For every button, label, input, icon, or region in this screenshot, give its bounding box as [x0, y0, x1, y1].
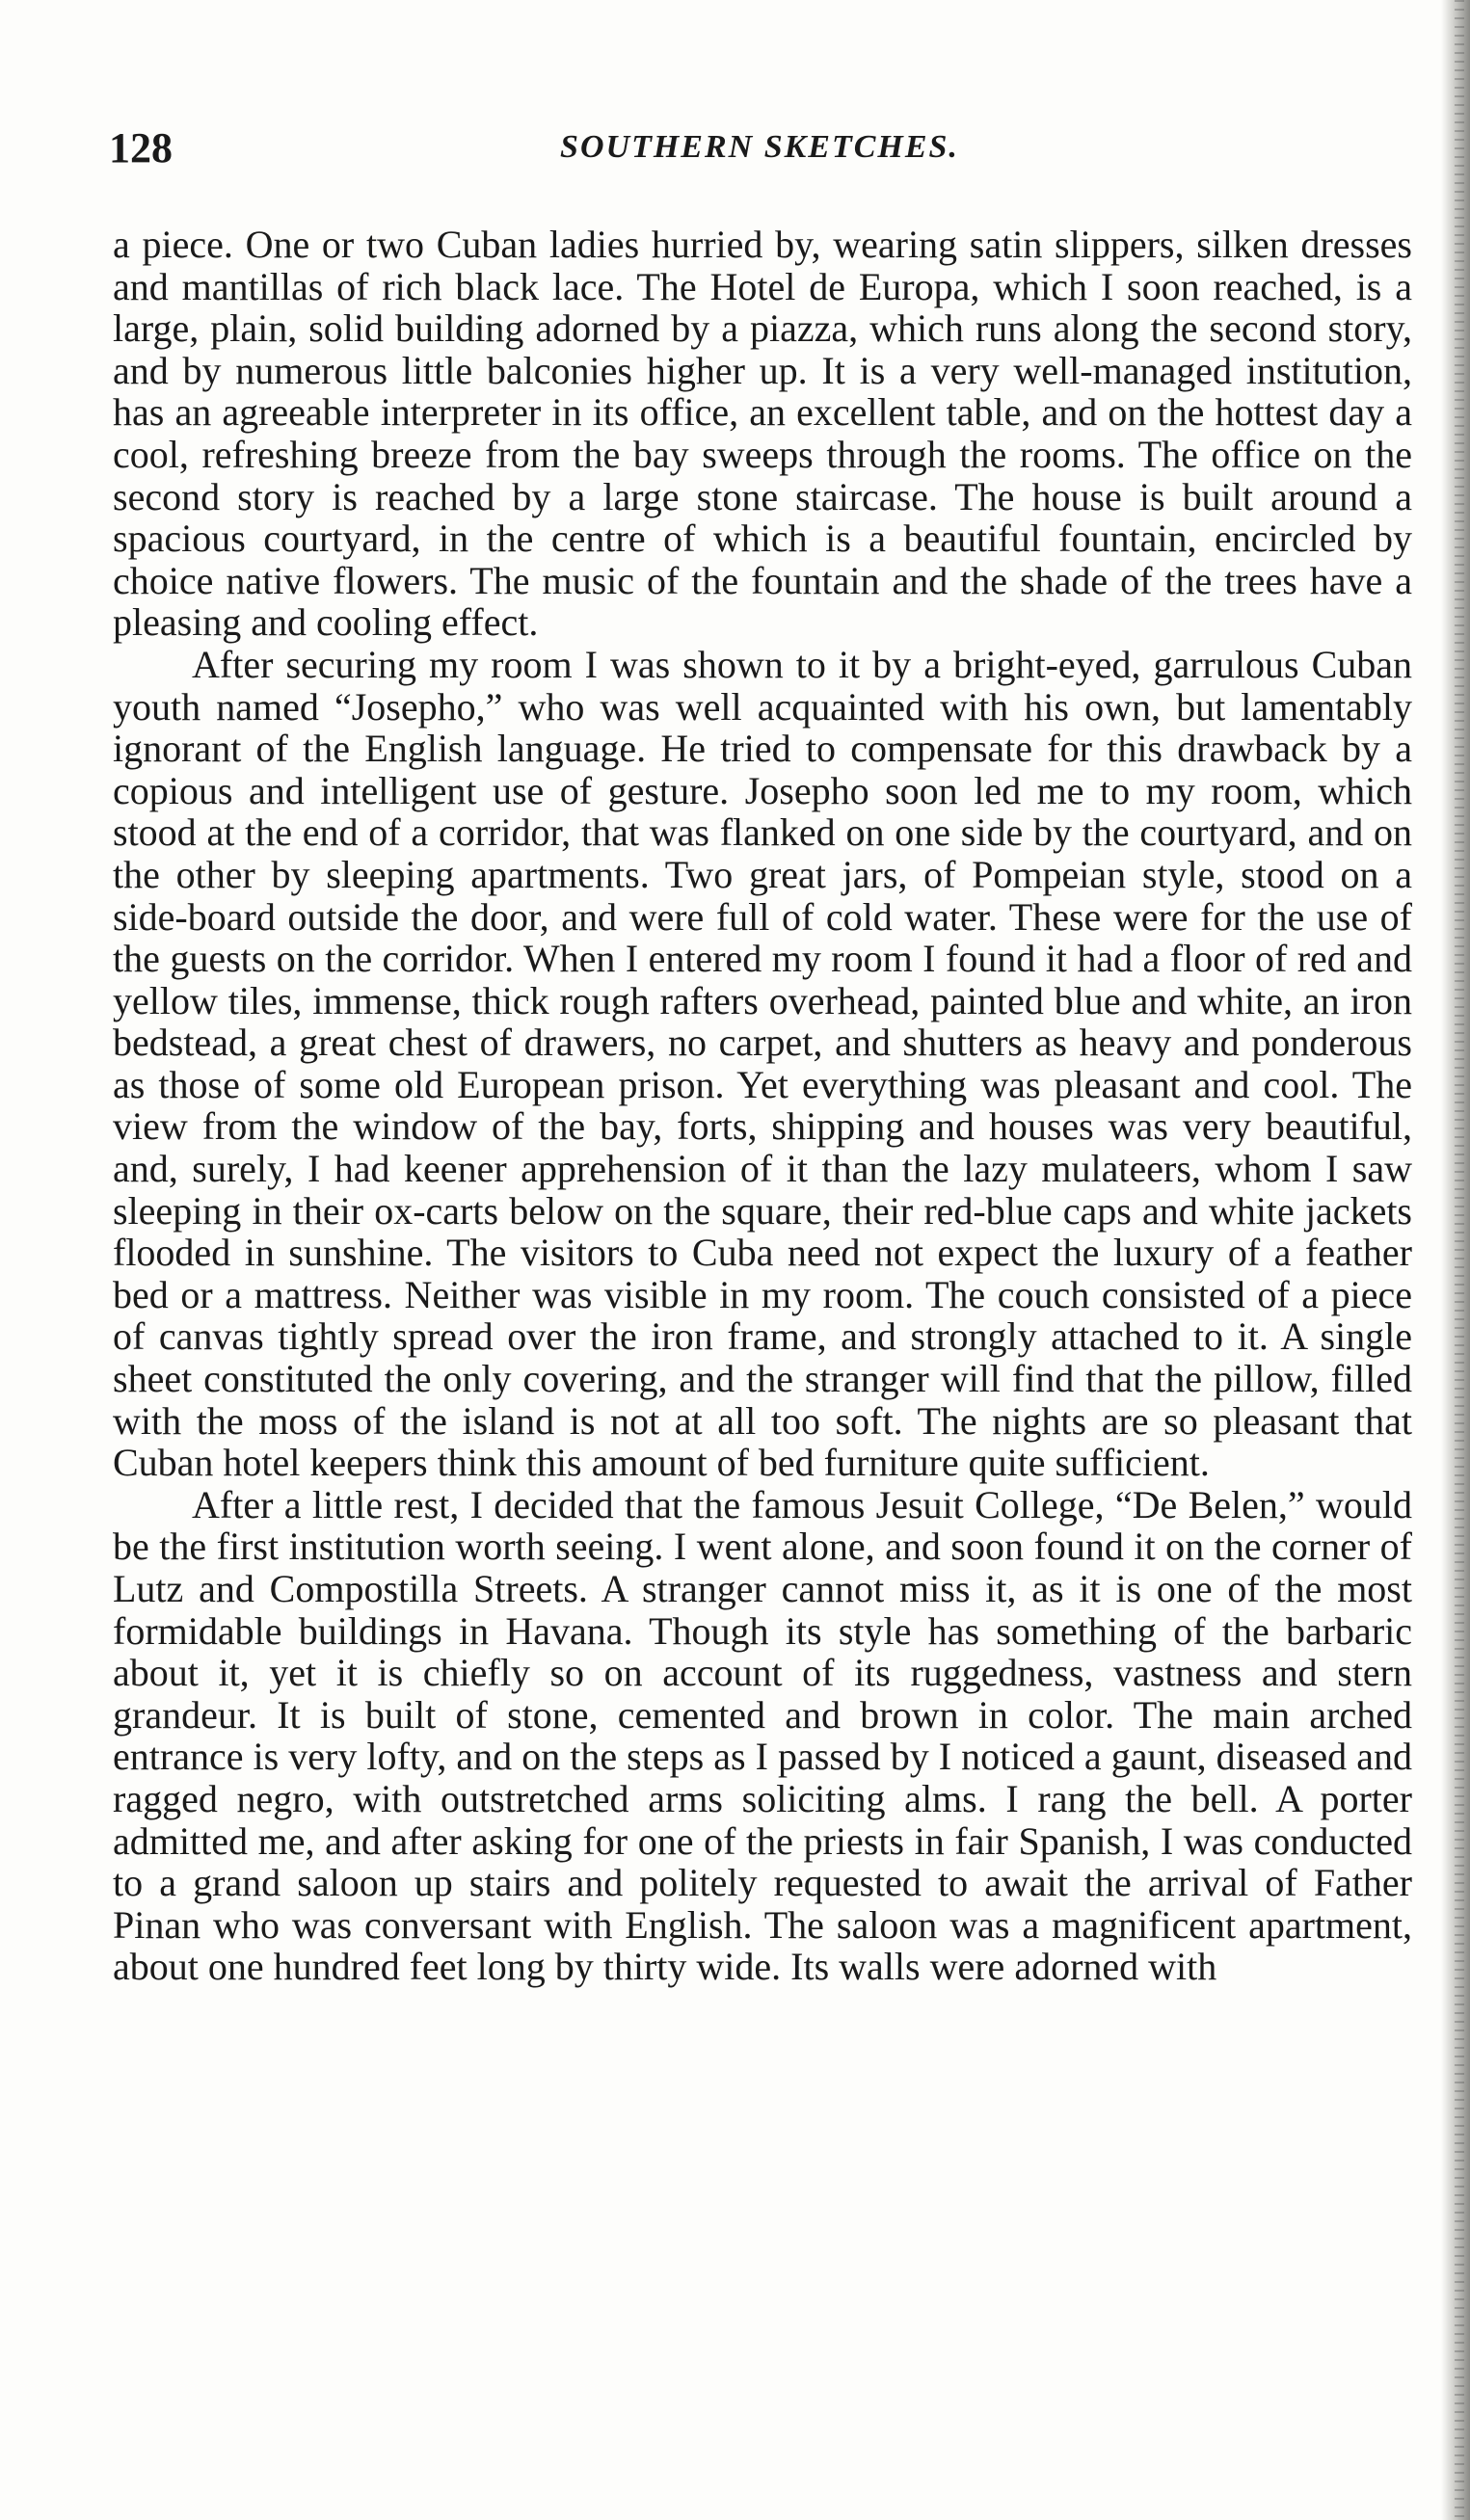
- running-head: SOUTHERN SKETCHES.: [560, 129, 959, 165]
- paragraph-1: a piece. One or two Cuban ladies hurried by, wearing satin slippers, silken dresses and mantillas of rich black lace. The Hotel de Europa, which I soon reached, is a large, plain, solid building adorned by a piazza, which runs along the second story, and by numerous little balconies higher up. It is a very well-managed institution, has an agreeable interpreter in its office, an excellent table, and on the hottest day a cool, refreshing breeze from the bay sweeps through the rooms. The office on the second story is reached by a large stone staircase. The house is built around a spacious courtyard, in the centre of which is a beautiful fountain, encircled by choice native flowers. The music of the fountain and the shade of the trees have a pleasing and cooling effect.: [113, 223, 1412, 645]
- page-number: 128: [109, 124, 173, 172]
- page-edge-speckle: [1455, 0, 1464, 2520]
- page-header: [109, 123, 1410, 181]
- paragraph-2: After securing my room I was shown to it by a bright-eyed, garrulous Cuban youth named “Josepho,” who was well acquainted with his own, but lamentably ignorant of the English language. He tried to compensate for this drawback by a copious and intelligent use of gesture. Josepho soon led me to my room, which stood at the end of a corridor, that was flanked on one side by the courtyard, and on the other by sleeping apartments. Two great jars, of Pompeian style, stood on a side-board outside the door, and were full of cold water. These were for the use of the guests on the corridor. When I entered my room I found it had a floor of red and yellow tiles, immense, thick rough rafters overhead, painted blue and white, an iron bedstead, a great chest of drawers, no carpet, and shutters as heavy and ponderous as those of some old European prison. Yet everything was pleasant and cool. The view from the window of the bay, forts, shipping and houses was very beautiful, and, surely, I had keener apprehension of it than the lazy mulateers, whom I saw sleeping in their ox-carts below on the square, their red-blue caps and white jackets flooded in sunshine. The visitors to Cuba need not expect the luxury of a feather bed or a mattress. Neither was visible in my room. The couch consisted of a piece of canvas tightly spread over the iron frame, and strongly attached to it. A single sheet constituted the only covering, and the stranger will find that the pillow, filled with the moss of the island is not at all too soft. The nights are so pleasant that Cuban hotel keepers think this amount of bed furniture quite sufficient.: [113, 642, 1412, 1485]
- paragraph-3: After a little rest, I decided that the famous Jesuit College, “De Belen,” would be the first institution worth seeing. I went alone, and soon found it on the corner of Lutz and Compostilla Streets. A stranger cannot miss it, as it is one of the most formidable buildings in Havana. Though its style has something of the barbaric about it, yet it is chiefly so on account of its ruggedness, vastness and stern grandeur. It is built of stone, cemented and brown in color. The main arched entrance is very lofty, and on the steps as I passed by I noticed a gaunt, diseased and ragged negro, with outstretched arms soliciting alms. I rang the bell. A porter admitted me, and after asking for one of the priests in fair Spanish, I was conducted to a grand saloon up stairs and politely requested to await the arrival of Father Pinan who was conversant with English. The saloon was a magnificent apartment, about one hundred feet long by thirty wide. Its walls were adorned with: [113, 1482, 1412, 1989]
- body-text: [113, 224, 1412, 1988]
